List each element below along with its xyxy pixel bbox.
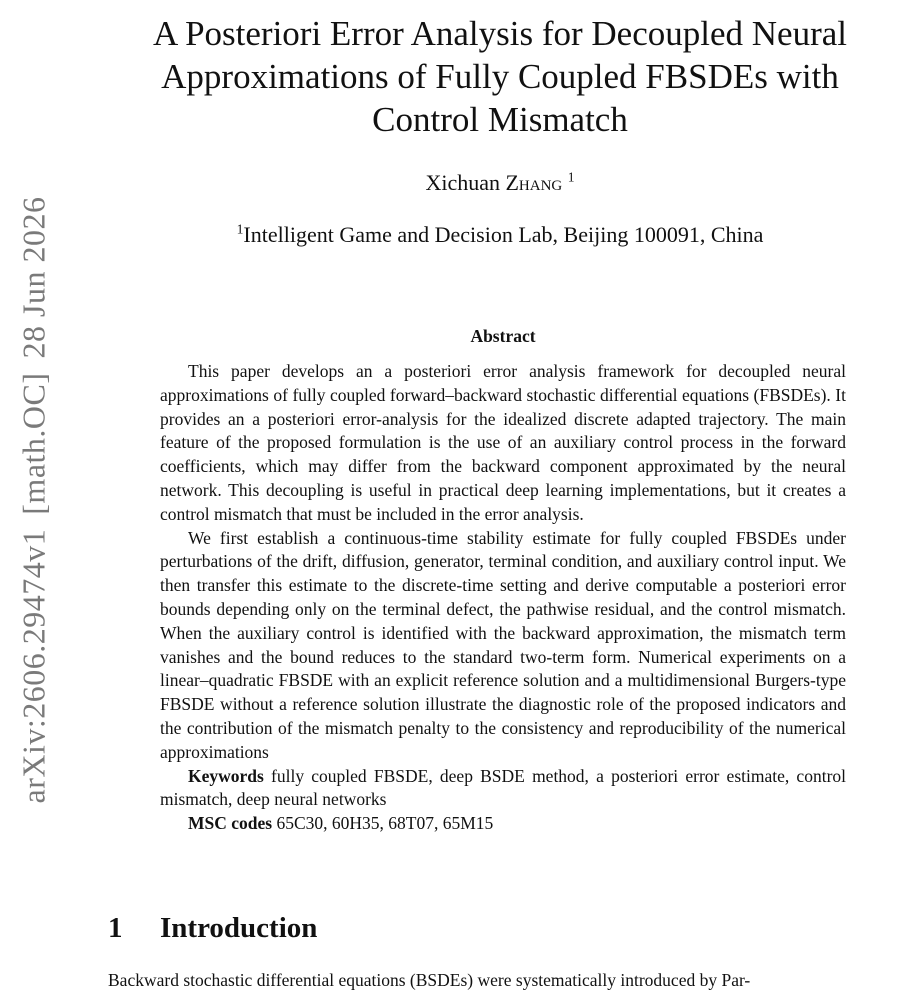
msc-label: MSC codes [188, 813, 273, 834]
abstract-body [160, 360, 846, 836]
section-heading-introduction [108, 912, 317, 945]
paper-title [130, 12, 870, 141]
author-affiliation-mark: 1 [567, 169, 575, 185]
abstract-heading: Abstract [470, 326, 536, 346]
keywords-line [160, 765, 846, 813]
title-line-3: Control Mismatch [372, 100, 628, 139]
section-title: Introduction [160, 912, 318, 944]
affiliation-text: Intelligent Game and Decision Lab, Beijing 100091, China [243, 222, 764, 247]
title-line-2: Approximations of Fully Coupled FBSDEs with [161, 57, 839, 96]
author-given-name: Xichuan [425, 170, 500, 195]
abstract-paragraph-2: We first establish a continuous-time stability estimate for fully coupled FBSDEs under perturbations of the drift, diffusion, generator, terminal condition, and auxiliary control input. We then transfer this estimate to the discrete-time setting and derive computable a posteriori error bounds depending only on the terminal defect, the pathwise residual, and the control mismatch. When the auxiliary control is identified with the backward approximation, the mismatch term vanishes and the bound reduces to the standard two-term form. Numerical experiments on a linear–quadratic FBSDE with an explicit reference solution and a multidimensional Burgers-type FBSDE without a reference solution illustrate the diagnostic role of the proposed indicators and the contribution of the mismatch penalty to the consistency and reproducibility of the numerical approximations [160, 527, 846, 762]
abstract-paragraph-1: This paper develops an a posteriori error analysis framework for decoupled neural approximations of fully coupled forward–backward stochastic differential equations (FBSDEs). It provides an a posteriori error-analysis for the idealized discrete adapted trajectory. The main feature of the proposed formulation is the use of an auxiliary control process in the forward coefficients, which may differ from the backward component approximated by the neural network. This decoupling is useful in practical deep learning implementations, but it creates a control mismatch that must be included in the error analysis. [160, 361, 846, 524]
title-line-1: A Posteriori Error Analysis for Decoupled Neural [152, 14, 847, 53]
msc-codes: 65C30, 60H35, 68T07, 65M15 [276, 813, 494, 834]
section-number: 1 [108, 912, 123, 944]
msc-line [160, 812, 846, 836]
keywords-label: Keywords [188, 765, 264, 786]
keywords-text: fully coupled FBSDE, deep BSDE method, a posteriori error estimate, control mismatch, deep neural networks [160, 765, 847, 810]
author-family-name: Zhang [505, 170, 563, 195]
affiliation-mark: 1 [236, 221, 244, 237]
author-line [130, 170, 870, 196]
arxiv-category: [math.OC] [15, 372, 52, 515]
arxiv-id: arXiv:2606.29474v1 [15, 528, 52, 804]
affiliation-line [130, 222, 870, 248]
arxiv-sidebar-identifier [16, 197, 53, 804]
introduction-first-line: Backward stochastic differential equations (BSDEs) were systematically introduced by Par- [108, 970, 751, 990]
arxiv-date: 28 Jun 2026 [15, 196, 52, 359]
